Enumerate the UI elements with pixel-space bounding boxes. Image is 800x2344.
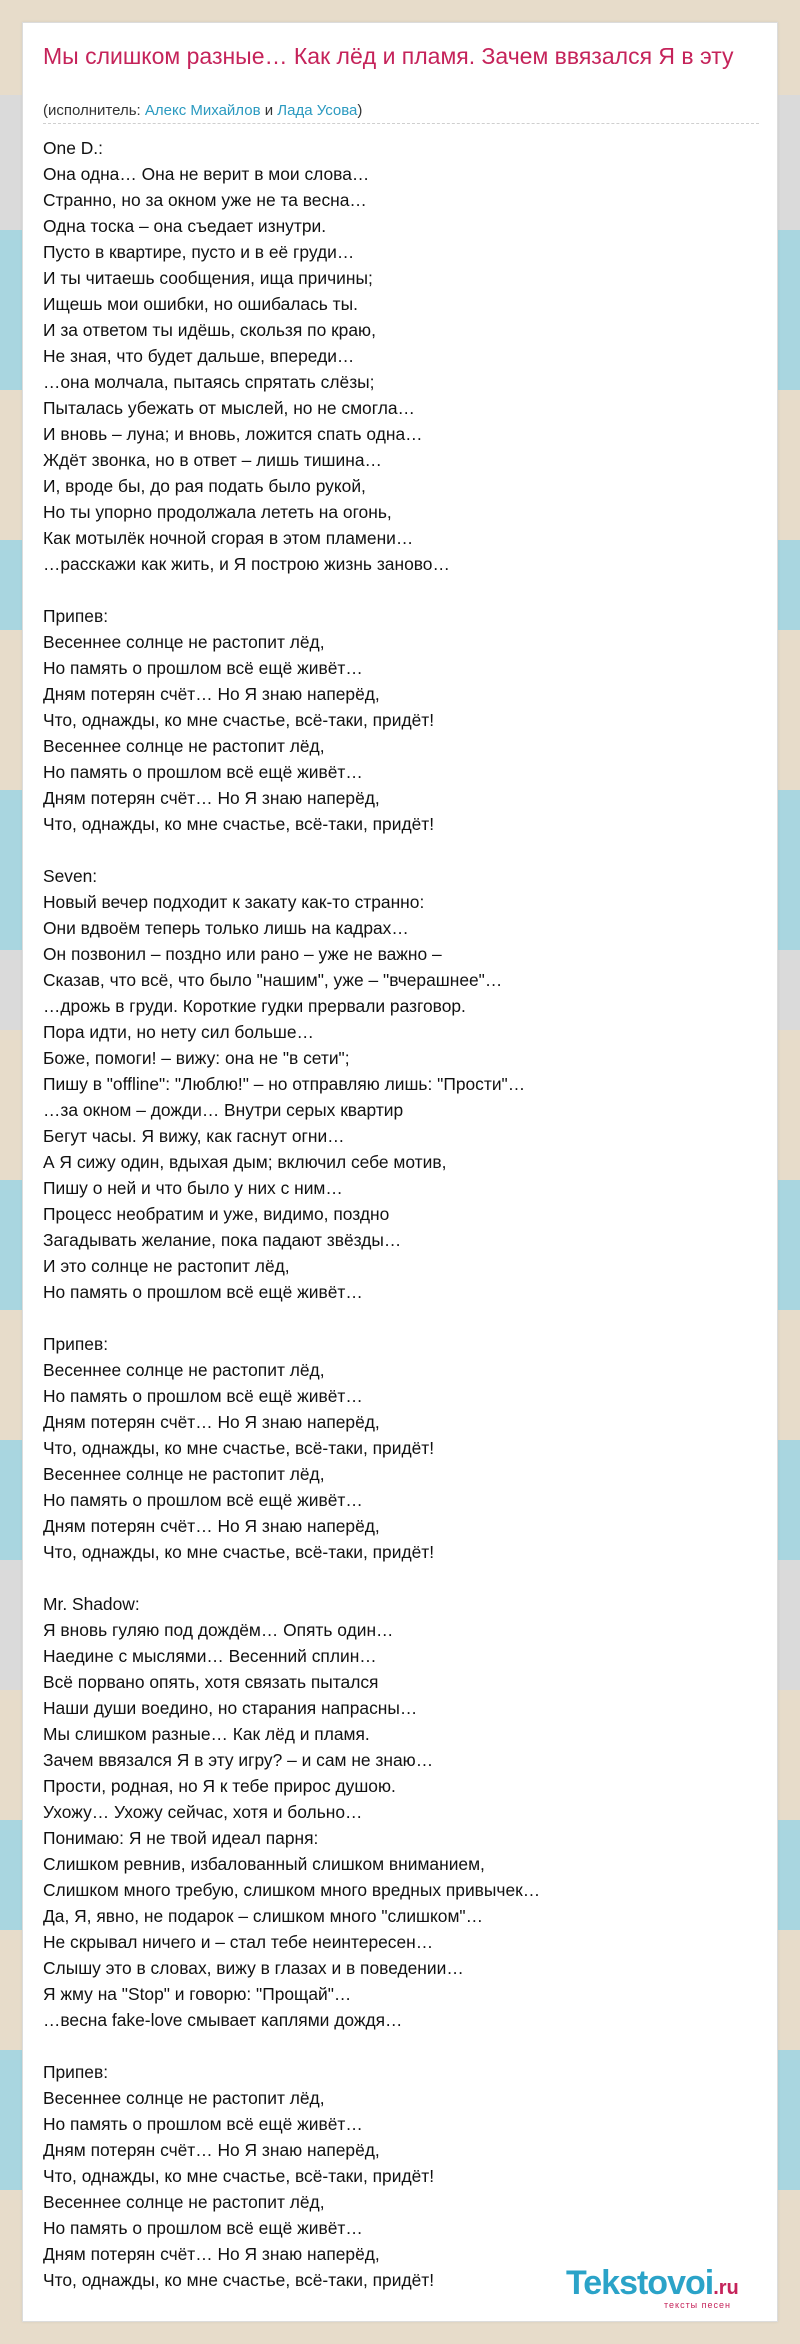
logo-tld: .ru bbox=[713, 2277, 739, 2299]
lyric-line: Дням потерян счёт… Но Я знаю наперёд, bbox=[43, 2140, 380, 2160]
lyric-line: Да, Я, явно, не подарок – слишком много "слишком"… bbox=[43, 1906, 483, 1926]
blank-line bbox=[43, 837, 759, 863]
lyric-line: Я вновь гуляю под дождём… Опять один… bbox=[43, 1620, 394, 1640]
title-divider bbox=[43, 123, 759, 124]
lyric-line: Сказав, что всё, что было "нашим", уже – "вчерашнее"… bbox=[43, 970, 503, 990]
lyric-line: Он позвонил – поздно или рано – уже не важно – bbox=[43, 944, 442, 964]
lyric-line: Как мотылёк ночной сгорая в этом пламени… bbox=[43, 528, 414, 548]
blank-line bbox=[43, 1305, 759, 1331]
lyric-line: И вновь – луна; и вновь, ложится спать одна… bbox=[43, 424, 423, 444]
lyric-line: И за ответом ты идёшь, скользя по краю, bbox=[43, 320, 376, 340]
performer-line bbox=[43, 102, 362, 119]
lyric-line: Они вдвоём теперь только лишь на кадрах… bbox=[43, 918, 409, 938]
lyric-line: Одна тоска – она съедает изнутри. bbox=[43, 216, 327, 236]
lyric-line: Пора идти, но нету сил больше… bbox=[43, 1022, 314, 1042]
lyric-line: Слишком много требую, слишком много вредных привычек… bbox=[43, 1880, 541, 1900]
lyric-line: Но ты упорно продолжала лететь на огонь, bbox=[43, 502, 392, 522]
lyric-line: Что, однажды, ко мне счастье, всё-таки, придёт! bbox=[43, 2166, 435, 2186]
lyric-line: Ждёт звонка, но в ответ – лишь тишина… bbox=[43, 450, 382, 470]
logo-name: Tekstovoi bbox=[566, 2264, 714, 2302]
lyric-line: Припев: bbox=[43, 2062, 109, 2082]
lyric-line: …расскажи как жить, и Я построю жизнь заново… bbox=[43, 554, 450, 574]
performer-suffix: ) bbox=[357, 102, 363, 119]
lyric-line: Пишу о ней и что было у них с ним… bbox=[43, 1178, 343, 1198]
lyric-line: Дням потерян счёт… Но Я знаю наперёд, bbox=[43, 1516, 380, 1536]
lyric-line: …она молчала, пытаясь спрятать слёзы; bbox=[43, 372, 375, 392]
lyric-line: Но память о прошлом всё ещё живёт… bbox=[43, 1490, 363, 1510]
lyric-line: Припев: bbox=[43, 606, 109, 626]
lyric-line: Весеннее солнце не растопит лёд, bbox=[43, 2192, 325, 2212]
lyric-line: Пыталась убежать от мыслей, но не смогла… bbox=[43, 398, 415, 418]
lyric-line: Всё порвано опять, хотя связать пытался bbox=[43, 1672, 379, 1692]
blank-line bbox=[43, 1565, 759, 1591]
lyric-line: Не скрывал ничего и – стал тебе неинтересен… bbox=[43, 1932, 434, 1952]
lyric-line: Слишком ревнив, избалованный слишком вниманием, bbox=[43, 1854, 485, 1874]
lyric-line: Весеннее солнце не растопит лёд, bbox=[43, 736, 325, 756]
lyric-line: Процесс необратим и уже, видимо, поздно bbox=[43, 1204, 390, 1224]
artist-link-2[interactable]: Лада Усова bbox=[277, 102, 358, 119]
lyric-line: Но память о прошлом всё ещё живёт… bbox=[43, 658, 363, 678]
lyric-line: Не зная, что будет дальше, впереди… bbox=[43, 346, 355, 366]
lyric-line: Новый вечер подходит к закату как-то странно: bbox=[43, 892, 425, 912]
lyric-line: И, вроде бы, до рая подать было рукой, bbox=[43, 476, 366, 496]
lyric-line: Что, однажды, ко мне счастье, всё-таки, придёт! bbox=[43, 1438, 435, 1458]
lyric-line: Seven: bbox=[43, 866, 98, 886]
page-title: Мы слишком разные… Как лёд и пламя. Зачем ввязался Я в эту bbox=[43, 43, 734, 69]
lyric-line: Пусто в квартире, пусто и в её груди… bbox=[43, 242, 355, 262]
lyric-line: Боже, помоги! – вижу: она не "в сети"; bbox=[43, 1048, 350, 1068]
lyric-line: Что, однажды, ко мне счастье, всё-таки, придёт! bbox=[43, 814, 435, 834]
lyric-line: Но память о прошлом всё ещё живёт… bbox=[43, 1282, 363, 1302]
lyric-line: Но память о прошлом всё ещё живёт… bbox=[43, 762, 363, 782]
lyric-line: Загадывать желание, пока падают звёзды… bbox=[43, 1230, 402, 1250]
lyric-line: Наедине с мыслями… Весенний сплин… bbox=[43, 1646, 377, 1666]
lyric-line: Ухожу… Ухожу сейчас, хотя и больно… bbox=[43, 1802, 363, 1822]
blank-line bbox=[43, 577, 759, 603]
lyric-line: Весеннее солнце не растопит лёд, bbox=[43, 2088, 325, 2108]
lyric-line: Что, однажды, ко мне счастье, всё-таки, придёт! bbox=[43, 710, 435, 730]
lyric-line: А Я сижу один, вдыхая дым; включил себе мотив, bbox=[43, 1152, 447, 1172]
lyric-line: Слышу это в словах, вижу в глазах и в поведении… bbox=[43, 1958, 464, 1978]
lyric-line: Весеннее солнце не растопит лёд, bbox=[43, 1464, 325, 1484]
lyric-line: Дням потерян счёт… Но Я знаю наперёд, bbox=[43, 1412, 380, 1432]
lyrics-card bbox=[22, 22, 778, 2322]
lyric-line: Понимаю: Я не твой идеал парня: bbox=[43, 1828, 319, 1848]
lyric-line: И ты читаешь сообщения, ища причины; bbox=[43, 268, 373, 288]
logo-tagline: тексты песен bbox=[664, 2300, 732, 2310]
lyric-line: Зачем ввязался Я в эту игру? – и сам не знаю… bbox=[43, 1750, 434, 1770]
lyric-line: …дрожь в груди. Короткие гудки прервали разговор. bbox=[43, 996, 466, 1016]
lyric-line: Но память о прошлом всё ещё живёт… bbox=[43, 1386, 363, 1406]
lyric-line: Припев: bbox=[43, 1334, 109, 1354]
lyric-line: Весеннее солнце не растопит лёд, bbox=[43, 632, 325, 652]
lyric-line: Странно, но за окном уже не та весна… bbox=[43, 190, 367, 210]
lyric-line: Ищешь мои ошибки, но ошибалась ты. bbox=[43, 294, 358, 314]
lyrics-text bbox=[43, 135, 759, 2293]
lyric-line: Весеннее солнце не растопит лёд, bbox=[43, 1360, 325, 1380]
lyric-line: Она одна… Она не верит в мои слова… bbox=[43, 164, 370, 184]
lyric-line: Что, однажды, ко мне счастье, всё-таки, придёт! bbox=[43, 1542, 435, 1562]
lyric-line: Mr. Shadow: bbox=[43, 1594, 140, 1614]
lyric-line: Дням потерян счёт… Но Я знаю наперёд, bbox=[43, 684, 380, 704]
lyric-line: Бегут часы. Я вижу, как гаснут огни… bbox=[43, 1126, 345, 1146]
lyric-line: One D.: bbox=[43, 138, 103, 158]
lyric-line: …весна fake-love смывает каплями дождя… bbox=[43, 2010, 403, 2030]
artist-link-1[interactable]: Алекс Михайлов bbox=[144, 102, 261, 119]
lyric-line: И это солнце не растопит лёд, bbox=[43, 1256, 290, 1276]
lyric-line: Наши души воедино, но старания напрасны… bbox=[43, 1698, 418, 1718]
performer-prefix: (исполнитель: bbox=[43, 102, 145, 119]
lyric-line: Но память о прошлом всё ещё живёт… bbox=[43, 2218, 363, 2238]
lyric-line: Пишу в "offline": "Люблю!" – но отправляю лишь: "Прости"… bbox=[43, 1074, 526, 1094]
lyric-line: Но память о прошлом всё ещё живёт… bbox=[43, 2114, 363, 2134]
lyric-line: …за окном – дожди… Внутри серых квартир bbox=[43, 1100, 404, 1120]
lyric-line: Я жму на "Stop" и говорю: "Прощай"… bbox=[43, 1984, 352, 2004]
lyric-line: Что, однажды, ко мне счастье, всё-таки, придёт! bbox=[43, 2270, 435, 2290]
lyric-line: Мы слишком разные… Как лёд и пламя. bbox=[43, 1724, 370, 1744]
lyric-line: Прости, родная, но Я к тебе прирос душою. bbox=[43, 1776, 396, 1796]
blank-line bbox=[43, 2033, 759, 2059]
lyric-line: Дням потерян счёт… Но Я знаю наперёд, bbox=[43, 788, 380, 808]
lyric-line: Дням потерян счёт… Но Я знаю наперёд, bbox=[43, 2244, 380, 2264]
site-logo[interactable] bbox=[566, 2264, 766, 2314]
artist-joiner: и bbox=[260, 102, 278, 119]
